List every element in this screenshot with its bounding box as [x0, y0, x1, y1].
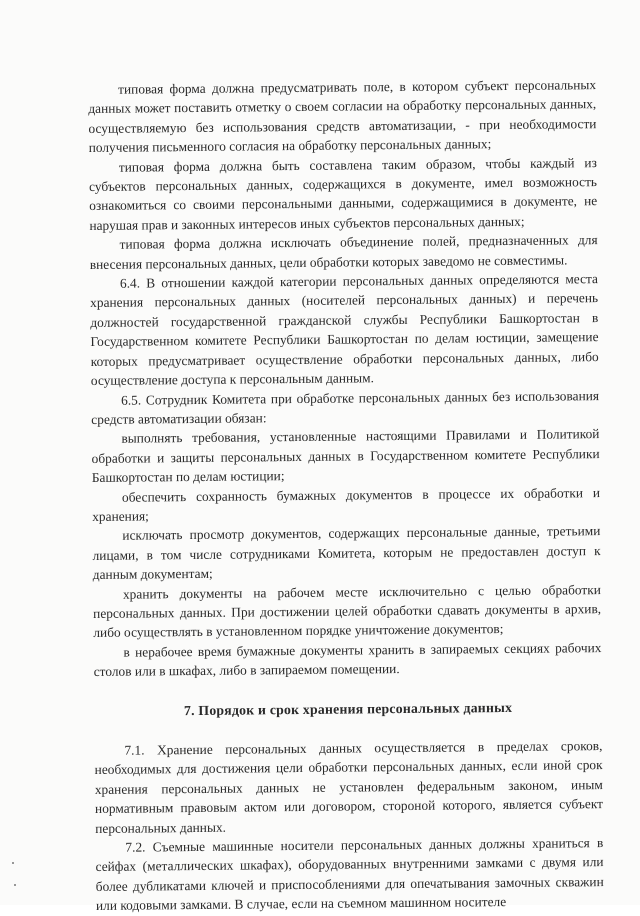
paragraph-form-subject-access: типовая форма должна быть составлена таким образом, чтобы каждый из субъектов персональных данных, содержащихся в документе, имел возможность ознакомиться со своими персональными данными, содержащимися в документе, не нарушая прав и законных интересов иных субъектов персональных данных;: [88, 154, 598, 233]
paragraph-duty-no-viewing: исключать просмотр документов, содержащих персональные данные, третьими лицами, в том числе сотрудниками Комитета, которым не предоставлен доступ к данным документам;: [92, 523, 601, 583]
paragraph-6-4: 6.4. В отношении каждой категории персональных данных определяются места хранения персональных данных (носителей персональных данных) и перечень должностей государственной гражданской службы Республики Башкортостан в Государственном комитете Республики Башкортостан по делам юстиции, замещение которых предусматривает осуществление обработки персональных данных, либо осуществление доступа к персональным данным.: [90, 271, 599, 389]
scan-speck: [12, 862, 14, 864]
paragraph-form-consent-field: типовая форма должна предусматривать поле, в котором субъект персональных данных может поставить отметку о своем согласии на обработку персональных данных, осуществляемую без использования средств автоматизации, - при необходимости получения письменного согласия на обработку персональных данных;: [88, 77, 597, 156]
document-body: [88, 75, 604, 915]
paragraph-duty-workplace-storage: хранить документы на рабочем месте исключительно с целью обработки персональных данных. При достижении целей обработки сдавать документы в архив, либо осуществлять в установленном порядке уничтожение документов;: [93, 581, 602, 641]
paragraph-duty-after-hours: в нерабочее время бумажные документы хранить в запираемых секциях рабочих столов или в шкафах, либо в запираемом помещении.: [93, 639, 602, 680]
section-title: 7. Порядок и срок хранения персональных данных: [183, 699, 513, 718]
paragraph-7-1: 7.1. Хранение персональных данных осуществляется в пределах сроков, необходимых для достижения цели обработки персональных данных, если иной срок хранения персональных данных не установлен федеральным законом, иным нормативным правовым актом или договором, стороной которого, является субъект персональных данных.: [94, 738, 604, 836]
scan-speck: [14, 884, 16, 886]
paragraph-form-fields-separation: типовая форма должна исключать объединение полей, предназначенных для внесения персональных данных, цели обработки которых заведомо не совместимы.: [89, 232, 598, 272]
paragraph-7-2: 7.2. Съемные машинные носители персональных данных должны храниться в сейфах (металлических шкафах), оборудованных внутренними замками с двумя или более дубликатами ключей и приспособлениями для опечатывания замочных скважин или кодовыми замками. В случае, если на съемном машинном носителе: [95, 835, 604, 914]
paragraph-duty-requirements: выполнять требования, установленные настоящими Правилами и Политикой обработки и защиты персональных данных в Государственном комитете Республики Башкортостан по делам юстиции;: [91, 426, 600, 486]
paragraph-6-5: 6.5. Сотрудник Комитета при обработке персональных данных без использования средств автоматизации обязан:: [91, 387, 600, 427]
paragraph-duty-safekeeping: обеспечить сохранность бумажных документов в процессе их обработки и хранения;: [92, 484, 601, 524]
